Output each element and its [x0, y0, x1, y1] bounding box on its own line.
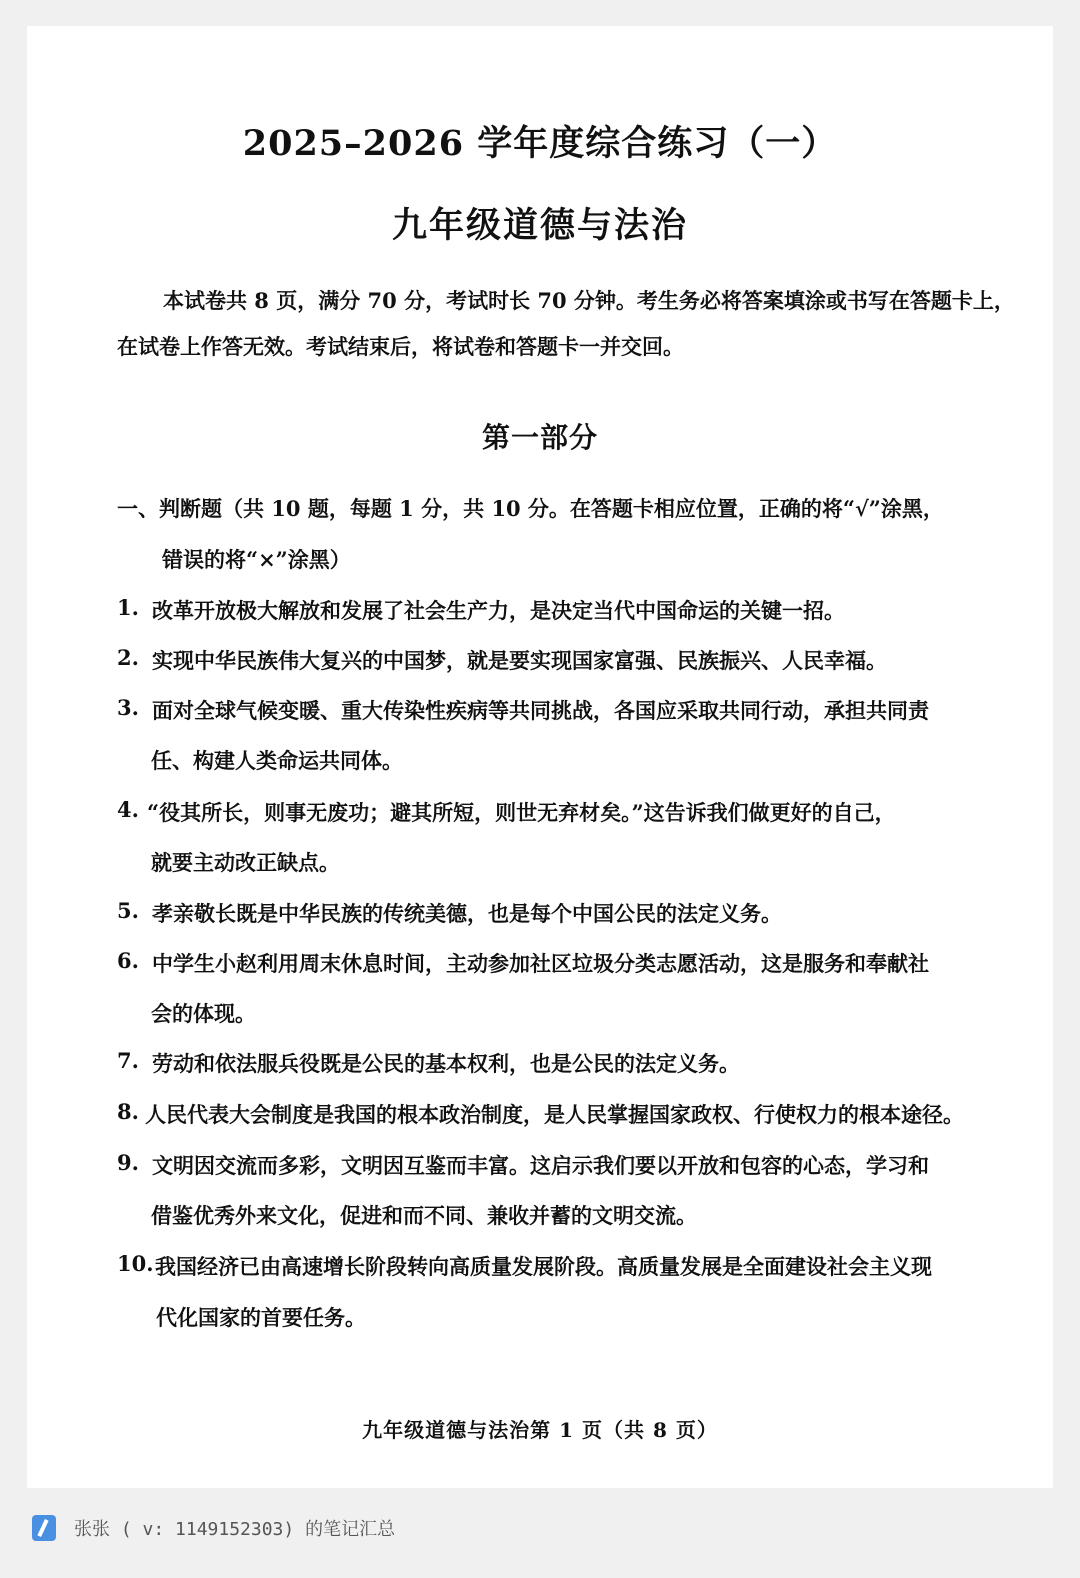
exam-page — [27, 26, 1053, 1488]
question-text: 我国经济已由高速增长阶段转向高质量发展阶段。高质量发展是全面建设社会主义现 — [155, 1254, 932, 1279]
question-text-continued: 会的体现。 — [151, 1001, 256, 1026]
section-heading-line-2: 错误的将“×”涂黑） — [162, 547, 351, 572]
question-number: 2. — [117, 645, 139, 670]
question-text: 面对全球气候变暖、重大传染性疾病等共同挑战，各国应采取共同行动，承担共同责 — [152, 698, 929, 723]
question-number: 6. — [117, 948, 139, 973]
question-number: 10. — [117, 1251, 154, 1276]
part-heading: 第一部分 — [481, 421, 598, 454]
question-text: “役其所长，则事无废功；避其所短，则世无弃材矣。”这告诉我们做更好的自己， — [147, 800, 896, 825]
question-number: 4. — [117, 797, 139, 822]
question-text: 文明因交流而多彩，文明因互鉴而丰富。这启示我们要以开放和包容的心态，学习和 — [152, 1153, 929, 1178]
question-text-continued: 代化国家的首要任务。 — [156, 1305, 366, 1330]
question-text-continued: 借鉴优秀外来文化，促进和而不同、兼收并蓄的文明交流。 — [151, 1203, 697, 1228]
question-text-continued: 任、构建人类命运共同体。 — [151, 748, 403, 773]
question-number: 8. — [117, 1099, 139, 1124]
question-text: 中学生小赵利用周末休息时间，主动参加社区垃圾分类志愿活动，这是服务和奉献社 — [152, 951, 929, 976]
exam-subject: 九年级道德与法治 — [391, 205, 688, 246]
section-heading-line-1: 一、判断题（共 10 题，每题 1 分，共 10 分。在答题卡相应位置，正确的将“√”涂黑， — [117, 496, 944, 521]
question-number: 1. — [117, 595, 139, 620]
question-number: 3. — [117, 695, 139, 720]
question-text: 劳动和依法服兵役既是公民的基本权利，也是公民的法定义务。 — [152, 1051, 740, 1076]
question-number: 7. — [117, 1048, 139, 1073]
notes-app-icon — [32, 1515, 56, 1541]
question-text: 人民代表大会制度是我国的根本政治制度，是人民掌握国家政权、行使权力的根本途径。 — [145, 1102, 964, 1127]
question-text: 实现中华民族伟大复兴的中国梦，就是要实现国家富强、民族振兴、人民幸福。 — [152, 648, 887, 673]
question-text-continued: 就要主动改正缺点。 — [151, 850, 340, 875]
question-number: 9. — [117, 1150, 139, 1175]
page-footer: 九年级道德与法治第 1 页（共 8 页） — [362, 1418, 718, 1442]
question-text: 孝亲敬长既是中华民族的传统美德，也是每个中国公民的法定义务。 — [152, 901, 782, 926]
exam-title: 2025–2026 学年度综合练习（一） — [242, 123, 838, 164]
question-text: 改革开放极大解放和发展了社会生产力，是决定当代中国命运的关键一招。 — [152, 598, 845, 623]
exam-instructions: 本试卷共 8 页，满分 70 分，考试时长 70 分钟。考生务必将答案填涂或书写在答题卡上，在试卷上作答无效。考试结束后，将试卷和答题卡一并交回。 — [117, 288, 1015, 359]
watermark — [32, 1510, 395, 1546]
watermark-text: 张张 ( v: 1149152303) 的笔记汇总 — [74, 1519, 396, 1540]
question-number: 5. — [117, 898, 139, 923]
